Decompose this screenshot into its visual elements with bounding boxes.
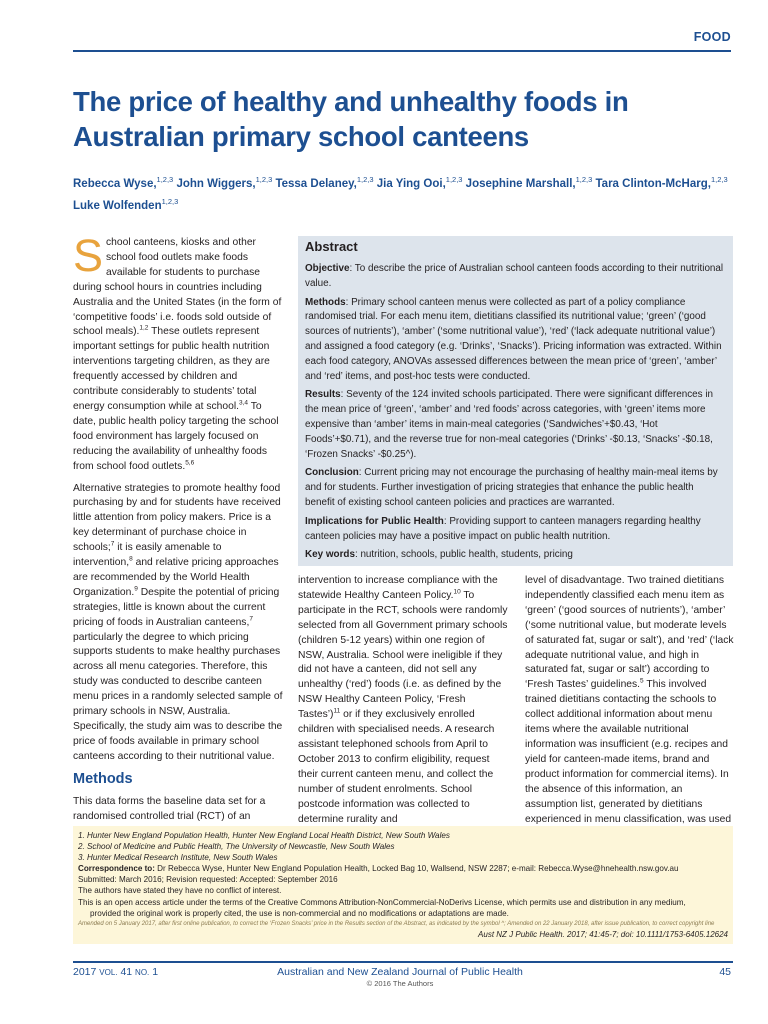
citation-ref: 8 [129, 555, 133, 563]
footnote-box [73, 826, 733, 944]
intro-paragraph-2 [73, 482, 283, 765]
author-affiliation: 1,2,3 [575, 175, 593, 184]
correspondence [78, 863, 728, 874]
volume-number: 41 [120, 966, 133, 978]
abstract-conclusion [305, 466, 726, 510]
top-rule [73, 50, 731, 52]
issue-year: 2017 [73, 966, 97, 978]
text-run: Alternative strategies to promote healthy food purchasing by and for students have received little attention from policy makers. Price is a key determinant of purchase choice in schools; [73, 482, 281, 554]
author-name: Jia Ying Ooi, [376, 177, 446, 190]
license-line-2: provided the original work is properly cited, the use is non-commercial and no modifications or adaptations are made. [90, 908, 509, 918]
issue-number: 1 [152, 966, 159, 978]
author-affiliation: 1,2,3 [255, 175, 273, 184]
abstract-text: : nutrition, schools, public health, students, pricing [354, 549, 573, 561]
author-name: Tessa Delaney, [275, 177, 357, 190]
affiliation-2: 2. School of Medicine and Public Health, The University of Newcastle, New South Wales [78, 842, 395, 852]
journal-name: Australian and New Zealand Journal of Public Health [277, 966, 523, 978]
correspondence-label: Correspondence to: [78, 864, 155, 874]
methods-paragraph-3 [525, 574, 735, 842]
text-run: or if they exclusively enrolled children with specialised needs. A research assistant telephoned schools from April to October 2013 to confirm eligibility, request their current canteen menu, and collect the number of student enrolments. School postcode information was collected to determine rurality and [298, 709, 495, 825]
abstract-text: : Seventy of the 124 invited schools participated. There were significant differences in the mean price of ‘green’, ‘amber’ and ‘red foods’ across categories, with ‘green’ items more expensive than ‘amber’ items in main-meal categories (‘Sandwiches’+$0.43, ‘Hot Foods’+$0.71), and the reverse true for non-meal categories (‘Drinks’ -$0.13, ‘Snacks’ -$0.18, ‘Frozen Snacks’ -$0.25^). [305, 389, 714, 460]
methods-heading: Methods [73, 770, 133, 787]
abstract-label: Objective [305, 263, 350, 274]
license-line-1: This is an open access article under the terms of the Creative Commons Attribution-NonCommercial-NoDerivs License, which permits use and distribution in any medium, [78, 897, 686, 907]
issue-info [73, 966, 158, 978]
journal-citation: Aust NZ J Public Health. 2017; 41:45-7; doi: 10.1111/1753-6405.12624 [478, 929, 728, 939]
author-name: John Wiggers, [176, 177, 256, 190]
citation-ref: 10 [453, 588, 461, 596]
citation-ref: 7 [249, 615, 253, 623]
abstract-text: : Providing support to canteen managers regarding healthy canteen policies may have a positive impact on public health nutrition. [305, 515, 701, 542]
text-run: and relative pricing approaches are recommended by the World Health Organization. [73, 557, 279, 598]
abstract-objective [305, 262, 726, 292]
abstract-methods [305, 296, 726, 385]
author-affiliation: 1,2,3 [710, 175, 728, 184]
citation-ref: 7 [110, 540, 115, 548]
abstract-text: : To describe the price of Australian school canteen foods according to their nutritional value. [305, 263, 724, 289]
text-run: particularly the degree to which pricing supports students to make healthy purchases across all menu categories. Therefore, this study was conducted to describe canteen menu prices in a randomly selected sample of primary schools in NSW, Australia. Specifically, the study aim was to describe the price of foods available in primary school canteens according to their nutritional value. [73, 631, 283, 762]
text-run: level of disadvantage. Two trained dietitians independently classified each menu item as ‘green’ (‘good sources of nutrients’), ‘amber’ (‘some nutritional value, but moderate levels of saturated fat, sugar or salt’), and ‘red’ (‘lack adequate nutritional value, and high in saturated fat, sugar or salt’) according to ‘Fresh Tastes’ guidelines. [525, 575, 734, 691]
abstract-label: Results [305, 389, 341, 401]
abstract-keywords [305, 548, 726, 563]
affiliation-3: 3. Hunter Medical Research Institute, New South Wales [78, 853, 278, 863]
amendment-note: Amended on 5 January 2017, after first online publication, to correct the ‘Frozen Snacks’ price in the Results section of the Abstract, as indicated by the symbol ^; Amended on 22 January 2018, after issue publication, to correct copyright line [78, 920, 715, 927]
abstract-text: : Primary school canteen menus were collected as part of a policy compliance randomised trial. For each menu item, dietitians classified its nutritional value; ‘green’ (‘good sources of nutrients’), ‘amber’ (‘some nutritional value’), ‘red’ (‘lack adequate nutritional value’) and assigned a food category (e.g. ‘Drinks’, ‘Snacks’). Pricing information was extracted. Within each food category, ANOVAs assessed differences between the mean price of ‘green’, ‘amber’ and ‘red’ items, and post-hoc tests were conducted. [305, 296, 722, 382]
citation-ref: 9 [134, 585, 138, 593]
citation-ref: 11 [333, 707, 341, 715]
citation-ref: 5 [640, 677, 644, 685]
abstract-text: : Current pricing may not encourage the purchasing of healthy main-meal items by and for students. Further investigation of pricing strategies that enhance the public health benefit of existing school canteen policies and practices are warranted. [305, 467, 718, 508]
body-column-3 [525, 574, 735, 842]
abstract-results [305, 388, 726, 462]
text-run: it is easily amenable to intervention, [73, 542, 222, 569]
text-run: Despite the potential of pricing strategies, little is known about the current pricing of foods in Australian canteens, [73, 586, 280, 628]
abstract-label: Methods [305, 296, 346, 308]
abstract-implications [305, 515, 726, 545]
page-number: 45 [719, 966, 731, 978]
author-list [73, 171, 733, 215]
text-run: This involved trained dietitians contacting the schools to collect additional information about menu items where the available nutritional information was insufficient (e.g. recipes and yield for canteen-made items, brand and product information for commercial items). In the absence of this information, an assumption list, generated by dietitians experienced in menu classification, was used [525, 679, 732, 825]
text-run: To participate in the RCT, schools were randomly selected from all Government primary schools (children 5-12 years) within one region of NSW, Australia. School were ineligible if they did not have a canteen, did not sell any unhealthy (‘red’) foods (i.e. as defined by the NSW Healthy Canteen Policy, ‘Fresh Tastes’) [298, 589, 508, 721]
volume-label: VOL. [99, 968, 118, 977]
text-run: These outlets represent important settings for public health nutrition interventions targeting children, as they are frequently accessed by children and contribute considerably to students’ total energy consumption while at school. [73, 326, 270, 412]
author-name: Josephine Marshall, [465, 177, 576, 190]
methods-paragraph-2 [298, 574, 508, 827]
abstract-box [298, 236, 733, 566]
conflict-statement: The authors have stated they have no conflict of interest. [78, 886, 282, 896]
text-run: To date, public health policy targeting the school food environment has largely focused on reducing the availability of unhealthy foods from school food outlets. [73, 400, 279, 472]
citation-ref: 3,4 [239, 399, 249, 407]
copyright: © 2016 The Authors [366, 979, 434, 988]
body-column-1 [73, 230, 283, 831]
author-affiliation: 1,2,3 [161, 196, 179, 206]
author-affiliation: 1,2,3 [356, 175, 374, 184]
author-name: Rebecca Wyse, [73, 177, 157, 190]
author-name: Tara Clinton-McHarg, [595, 177, 711, 190]
methods-paragraph: This data forms the baseline data set for a randomised controlled trial (RCT) of an [73, 795, 266, 822]
abstract-label: Key words [305, 549, 355, 561]
bottom-rule [73, 961, 733, 963]
citation-ref: 1,2 [139, 325, 149, 333]
abstract-heading: Abstract [305, 239, 358, 254]
text-run: intervention to increase compliance with the statewide Healthy Canteen Policy. [298, 575, 498, 601]
issue-label: NO. [135, 968, 150, 977]
author-affiliation: 1,2,3 [445, 175, 463, 184]
abstract-label: Implications for Public Health [305, 515, 444, 527]
intro-paragraph-1 [73, 230, 283, 475]
article-title: The price of healthy and unhealthy foods in Australian primary school canteens [73, 86, 629, 152]
body-column-2 [298, 574, 508, 827]
drop-cap: S [73, 230, 104, 281]
citation-ref: 5,6 [185, 459, 195, 467]
abstract-label: Conclusion [305, 467, 359, 479]
text-run: chool canteens, kiosks and other school food outlets make foods available for students to purchase during school hours in countries including Australia and the United States (in the form of ‘competitive foods’ i.e. foods sold outside of school meals). [73, 237, 282, 338]
correspondence-text: Dr Rebecca Wyse, Hunter New England Population Health, Locked Bag 10, Wallsend, NSW 2287; e-mail: Rebecca.Wyse@hnehealth.nsw.gov.au [154, 864, 679, 874]
affiliation-1: 1. Hunter New England Population Health, Hunter New England Local Health District, New South Wales [78, 831, 450, 840]
author-affiliation: 1,2,3 [156, 175, 174, 184]
author-name: Luke Wolfenden [73, 199, 162, 212]
section-tag: FOOD [693, 30, 731, 44]
submission-dates: Submitted: March 2016; Revision requested: Accepted: September 2016 [78, 875, 338, 885]
